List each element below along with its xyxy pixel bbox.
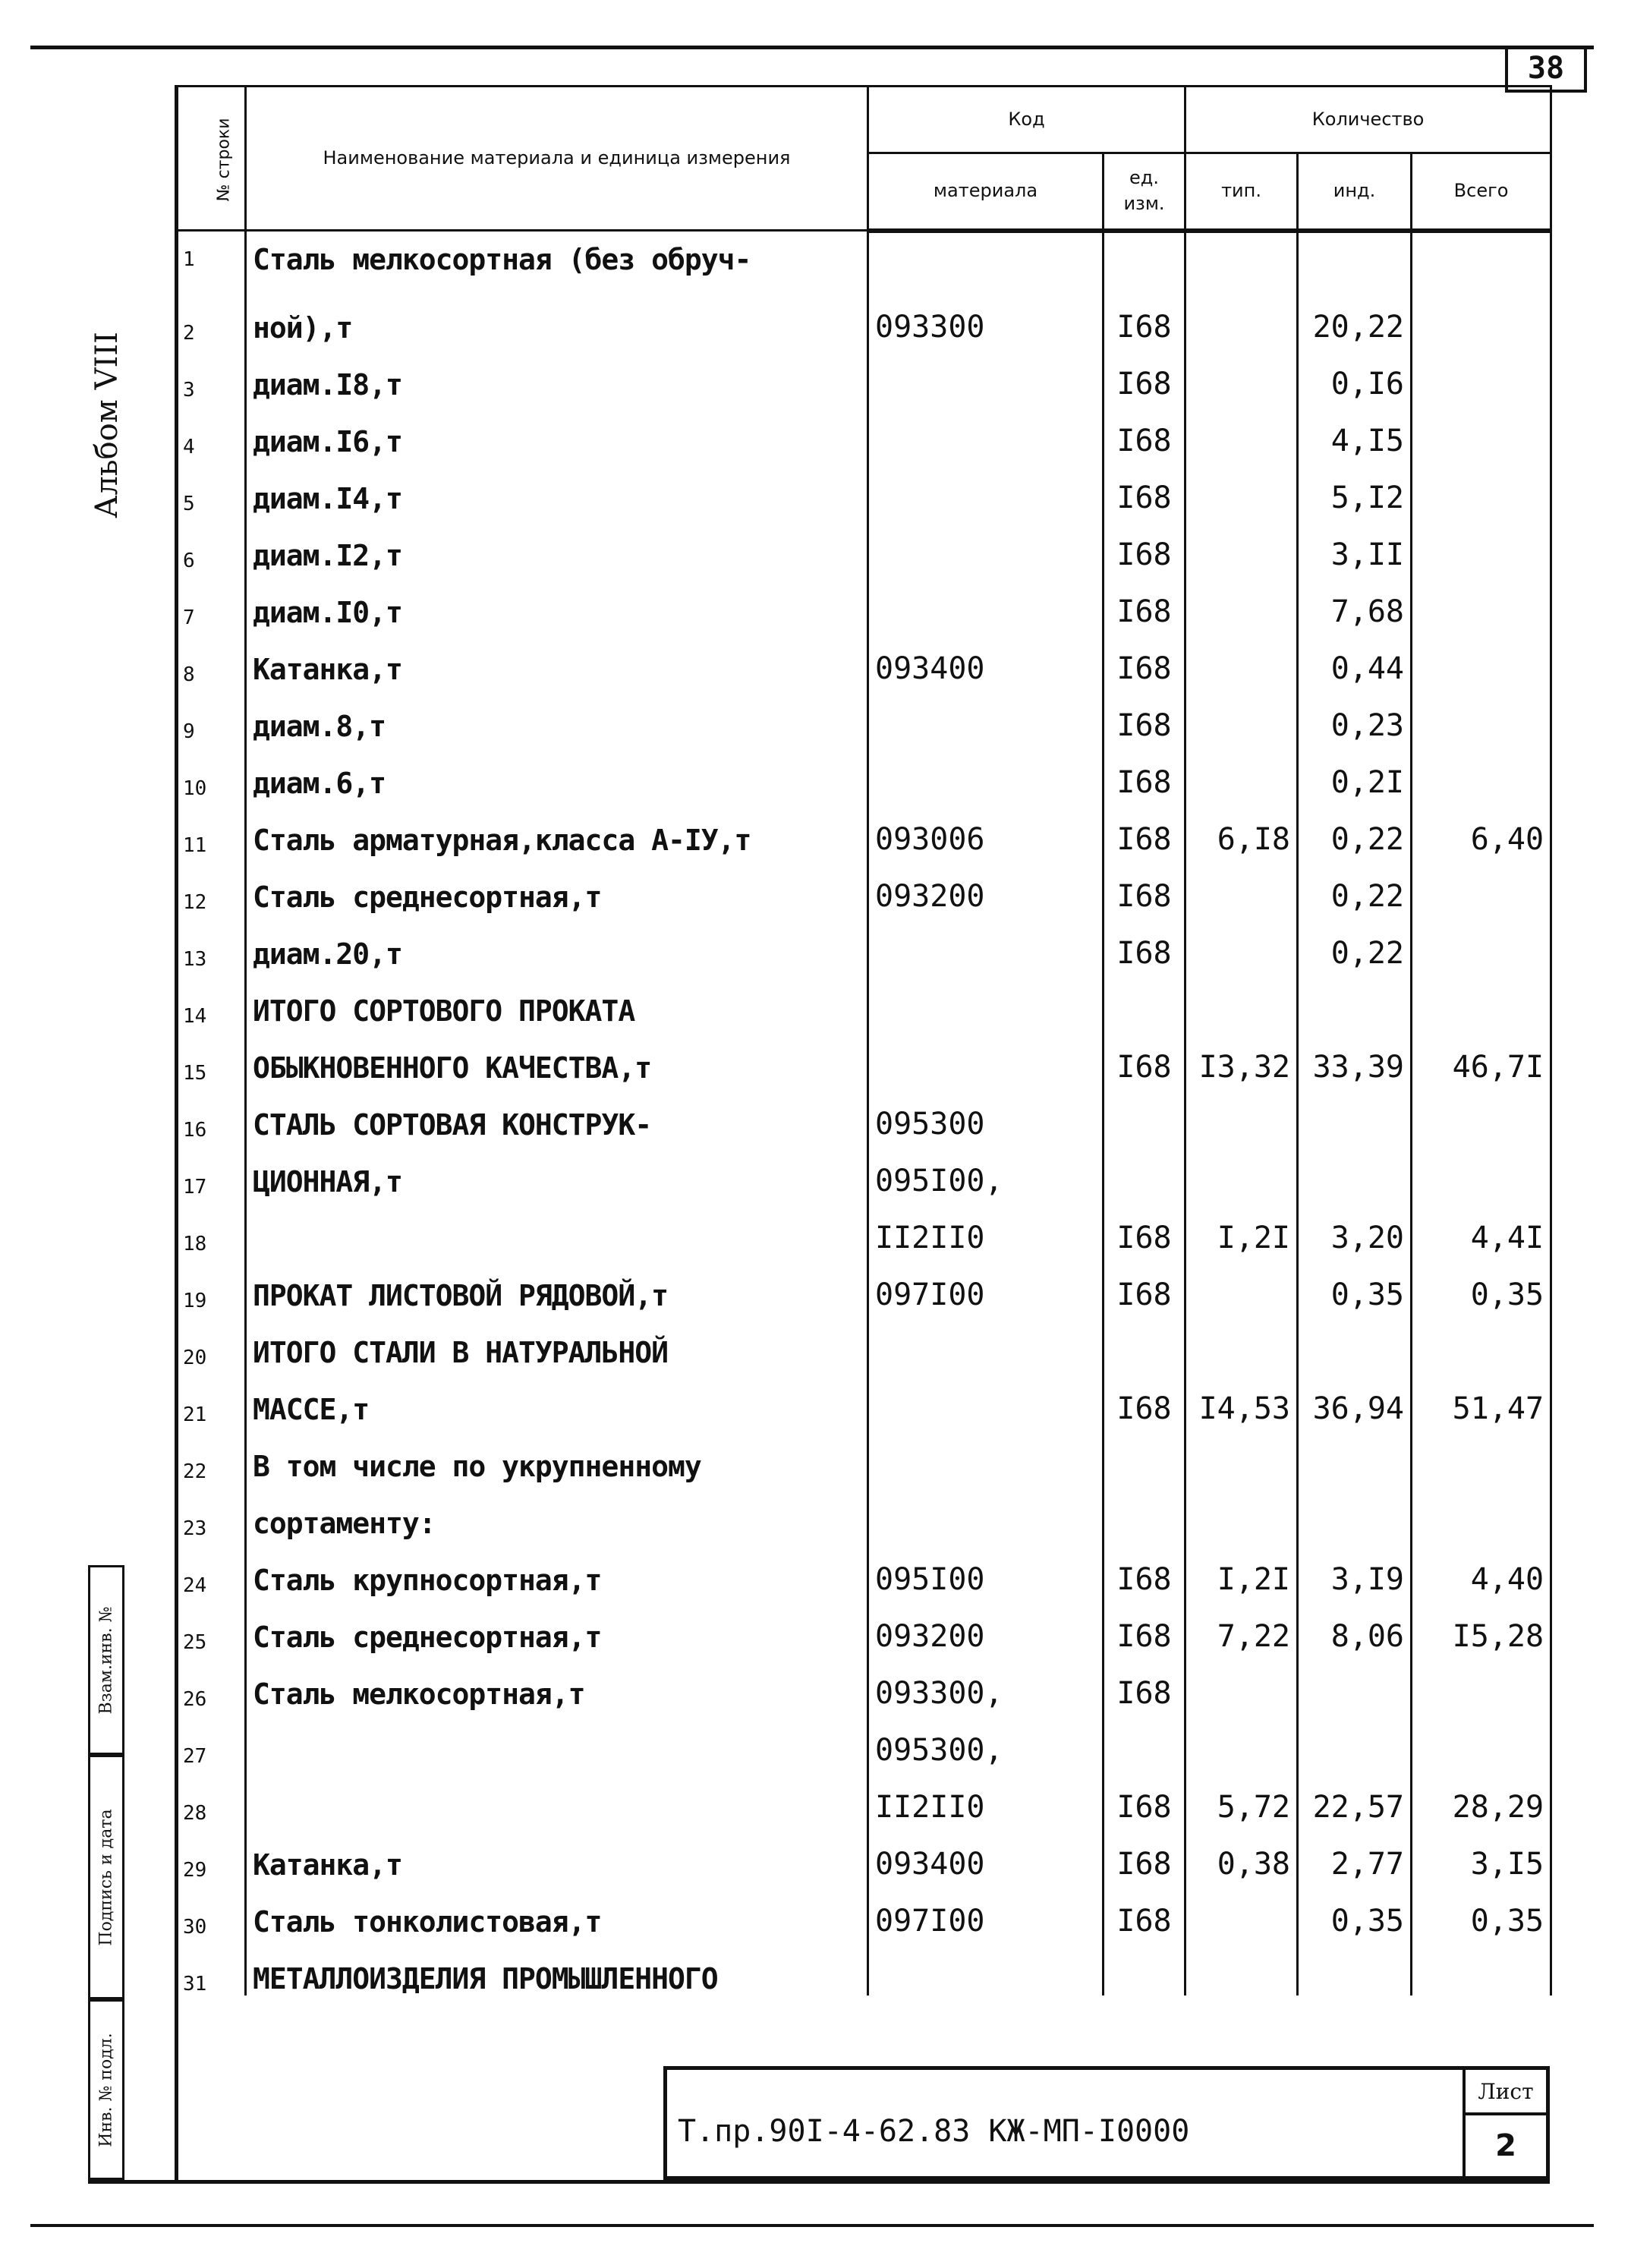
qty-total [1412,1483,1551,1540]
material-name: ИТОГО СТАЛИ В НАТУРАЛЬНОЙ [246,1312,868,1369]
qty-total [1412,1312,1551,1369]
qty-typ [1185,1711,1298,1768]
material-code: 093400 [868,629,1104,686]
qty-typ [1185,857,1298,914]
material-code: 095300, [868,1711,1104,1768]
unit-code: I68 [1104,1825,1185,1882]
qty-total [1412,1654,1551,1711]
qty-typ [1185,1654,1298,1711]
qty-typ [1185,231,1298,288]
qty-total [1412,288,1551,345]
row-number: 5 [176,458,246,515]
row-number: 10 [176,743,246,800]
unit-code: I68 [1104,1369,1185,1426]
table-row [176,1939,1551,1996]
material-name: ной),т [246,288,868,345]
table-row [176,1768,1551,1825]
unit-code: I68 [1104,743,1185,800]
table-row [176,1255,1551,1312]
qty-total [1412,231,1551,288]
qty-total: 6,40 [1412,800,1551,857]
qty-typ: 0,38 [1185,1825,1298,1882]
qty-ind [1298,231,1412,288]
material-code: 093200 [868,1597,1104,1654]
unit-code: I68 [1104,629,1185,686]
unit-code: I68 [1104,857,1185,914]
material-code: 093300, [868,1654,1104,1711]
qty-ind: 22,57 [1298,1768,1412,1825]
document-code: Т.пр.90I-4-62.83 КЖ-МП-I0000 [678,2114,1190,2149]
unit-code: I68 [1104,572,1185,629]
material-code: 095300 [868,1085,1104,1142]
stamp-signature-date [88,1755,124,1999]
table-row [176,572,1551,629]
qty-typ [1185,1312,1298,1369]
table-row [176,402,1551,458]
qty-typ [1185,914,1298,971]
header-material-name: Наименование материала и единица измерения [246,87,868,231]
row-number: 31 [176,1939,246,1996]
unit-code: I68 [1104,288,1185,345]
material-code: 097I00 [868,1255,1104,1312]
row-number: 16 [176,1085,246,1142]
row-number: 23 [176,1483,246,1540]
qty-total [1412,857,1551,914]
title-block [663,2066,1550,2180]
material-name: Сталь среднесортная,т [246,1597,868,1654]
table-row [176,857,1551,914]
unit-code: I68 [1104,1255,1185,1312]
material-code: 097I00 [868,1882,1104,1939]
qty-total [1412,914,1551,971]
material-name: Сталь арматурная,класса А-IУ,т [246,800,868,857]
material-code [868,1028,1104,1085]
material-code [868,743,1104,800]
table-row [176,515,1551,572]
stamp-replace-inv [88,1565,124,1755]
qty-ind [1298,1312,1412,1369]
unit-code [1104,1312,1185,1369]
qty-typ: I3,32 [1185,1028,1298,1085]
qty-typ: 7,22 [1185,1597,1298,1654]
table-row [176,743,1551,800]
material-code [868,402,1104,458]
qty-typ [1185,458,1298,515]
material-name: диам.8,т [246,686,868,743]
unit-code: I68 [1104,1028,1185,1085]
qty-typ [1185,971,1298,1028]
material-name: Катанка,т [246,1825,868,1882]
table-row [176,1028,1551,1085]
unit-code [1104,971,1185,1028]
stamp-replace-inv-text: Взам.инв. № [96,1606,116,1714]
material-name: Катанка,т [246,629,868,686]
unit-code: I68 [1104,686,1185,743]
qty-ind [1298,1142,1412,1199]
table-row [176,971,1551,1028]
qty-ind [1298,1654,1412,1711]
table-row [176,1142,1551,1199]
materials-table [175,85,1552,1996]
top-rule [30,46,1594,49]
unit-code [1104,1939,1185,1996]
row-number: 18 [176,1199,246,1255]
unit-code: I68 [1104,345,1185,402]
stamp-signature-date-text: Подпись и дата [96,1808,116,1946]
material-name: В том числе по укрупненному [246,1426,868,1483]
unit-code: I68 [1104,800,1185,857]
qty-ind [1298,1939,1412,1996]
row-number: 12 [176,857,246,914]
stamp-original-inv [88,1999,124,2180]
form-bottom-rule [88,2180,1550,2184]
material-code [868,1369,1104,1426]
row-number: 3 [176,345,246,402]
material-code: 093200 [868,857,1104,914]
material-code [868,458,1104,515]
qty-ind: 3,I9 [1298,1540,1412,1597]
unit-code: I68 [1104,1882,1185,1939]
table-row [176,1825,1551,1882]
row-number: 26 [176,1654,246,1711]
material-code: 093400 [868,1825,1104,1882]
qty-typ [1185,288,1298,345]
table-row [176,1085,1551,1142]
material-code [868,971,1104,1028]
qty-total: 28,29 [1412,1768,1551,1825]
material-code: 093300 [868,288,1104,345]
unit-code [1104,1426,1185,1483]
row-number: 6 [176,515,246,572]
material-name: диам.20,т [246,914,868,971]
row-number: 2 [176,288,246,345]
qty-total: 4,40 [1412,1540,1551,1597]
material-name [246,1768,868,1825]
qty-ind: 5,I2 [1298,458,1412,515]
qty-ind: 0,2I [1298,743,1412,800]
material-code [868,914,1104,971]
table-row [176,629,1551,686]
table-row [176,231,1551,288]
qty-ind: 3,II [1298,515,1412,572]
row-number: 30 [176,1882,246,1939]
qty-typ [1185,1939,1298,1996]
unit-code: I68 [1104,1597,1185,1654]
qty-total [1412,743,1551,800]
material-name: ИТОГО СОРТОВОГО ПРОКАТА [246,971,868,1028]
qty-total [1412,402,1551,458]
header-qty-ind: инд. [1298,153,1412,231]
table-row [176,1426,1551,1483]
row-number: 13 [176,914,246,971]
table-row [176,1199,1551,1255]
page-number: 38 [1505,47,1587,93]
qty-typ: I4,53 [1185,1369,1298,1426]
material-name: диам.I8,т [246,345,868,402]
table-row [176,458,1551,515]
material-code [868,1426,1104,1483]
material-code [868,1939,1104,1996]
material-code [868,572,1104,629]
qty-typ [1185,515,1298,572]
qty-typ: I,2I [1185,1540,1298,1597]
unit-code [1104,1483,1185,1540]
table-row [176,1369,1551,1426]
qty-ind: 4,I5 [1298,402,1412,458]
table-row [176,800,1551,857]
table-row [176,1882,1551,1939]
qty-total: 3,I5 [1412,1825,1551,1882]
table-row [176,1483,1551,1540]
qty-ind: 0,I6 [1298,345,1412,402]
qty-total [1412,686,1551,743]
qty-ind: 0,35 [1298,1882,1412,1939]
qty-ind: 0,35 [1298,1255,1412,1312]
row-number: 21 [176,1369,246,1426]
material-name: Сталь тонколистовая,т [246,1882,868,1939]
material-code: 095I00, [868,1142,1104,1199]
qty-total: 46,7I [1412,1028,1551,1085]
row-number: 11 [176,800,246,857]
qty-typ: I,2I [1185,1199,1298,1255]
qty-total [1412,458,1551,515]
qty-ind: 36,94 [1298,1369,1412,1426]
row-number: 9 [176,686,246,743]
qty-ind: 3,20 [1298,1199,1412,1255]
qty-ind: 8,06 [1298,1597,1412,1654]
unit-code: I68 [1104,1199,1185,1255]
material-code [868,686,1104,743]
unit-code: I68 [1104,1540,1185,1597]
material-name: Сталь крупносортная,т [246,1540,868,1597]
row-number: 8 [176,629,246,686]
qty-total [1412,572,1551,629]
stamp-original-inv-text: Инв. № подл. [96,2032,116,2147]
unit-code [1104,1711,1185,1768]
row-number: 7 [176,572,246,629]
material-name: ОБЫКНОВЕННОГО КАЧЕСТВА,т [246,1028,868,1085]
material-name: диам.I0,т [246,572,868,629]
material-name [246,1711,868,1768]
table-row [176,345,1551,402]
unit-code [1104,1085,1185,1142]
row-number: 25 [176,1597,246,1654]
material-name: МАССЕ,т [246,1369,868,1426]
row-number: 28 [176,1768,246,1825]
qty-typ [1185,1483,1298,1540]
unit-code [1104,1142,1185,1199]
material-code: II2II0 [868,1199,1104,1255]
qty-typ [1185,1255,1298,1312]
material-code [868,231,1104,288]
qty-typ [1185,572,1298,629]
material-code: II2II0 [868,1768,1104,1825]
album-label: Альбом VIII [90,332,124,518]
table-row [176,1540,1551,1597]
qty-typ [1185,345,1298,402]
row-number: 19 [176,1255,246,1312]
table-row [176,1711,1551,1768]
material-name [246,1199,868,1255]
qty-ind [1298,1711,1412,1768]
qty-total: 51,47 [1412,1369,1551,1426]
table-row [176,1654,1551,1711]
qty-ind: 33,39 [1298,1028,1412,1085]
header-code-material: материала [868,153,1104,231]
table-row [176,1597,1551,1654]
material-name: Сталь среднесортная,т [246,857,868,914]
table-row [176,288,1551,345]
qty-typ [1185,629,1298,686]
qty-typ [1185,402,1298,458]
qty-ind: 0,22 [1298,857,1412,914]
unit-code: I68 [1104,458,1185,515]
unit-code [1104,231,1185,288]
row-number: 20 [176,1312,246,1369]
material-name: диам.I4,т [246,458,868,515]
qty-ind [1298,1085,1412,1142]
material-name: ПРОКАТ ЛИСТОВОЙ РЯДОВОЙ,т [246,1255,868,1312]
qty-total [1412,1426,1551,1483]
qty-total: 4,4I [1412,1199,1551,1255]
qty-typ [1185,1426,1298,1483]
qty-ind [1298,1483,1412,1540]
row-number: 24 [176,1540,246,1597]
unit-code: I68 [1104,1654,1185,1711]
qty-total [1412,629,1551,686]
header-row-no: № строки [176,87,246,231]
qty-ind [1298,1426,1412,1483]
qty-total [1412,971,1551,1028]
material-name: ЦИОННАЯ,т [246,1142,868,1199]
qty-typ [1185,1882,1298,1939]
row-number: 17 [176,1142,246,1199]
material-name: диам.I6,т [246,402,868,458]
qty-total: 0,35 [1412,1255,1551,1312]
qty-typ [1185,1142,1298,1199]
material-code [868,345,1104,402]
header-qty-group: Количество [1185,87,1551,153]
table-body [176,231,1551,1996]
row-number: 1 [176,231,246,288]
sheet-number: 2 [1463,2115,1546,2176]
material-name: диам.I2,т [246,515,868,572]
table-row [176,686,1551,743]
table-row [176,914,1551,971]
qty-ind: 20,22 [1298,288,1412,345]
material-code: 093006 [868,800,1104,857]
material-code [868,1483,1104,1540]
unit-code: I68 [1104,515,1185,572]
row-number: 22 [176,1426,246,1483]
unit-code: I68 [1104,1768,1185,1825]
sheet-label: Лист [1463,2070,1546,2115]
unit-code: I68 [1104,402,1185,458]
qty-typ [1185,1085,1298,1142]
qty-total [1412,1939,1551,1996]
qty-total: I5,28 [1412,1597,1551,1654]
row-number: 14 [176,971,246,1028]
header-code-unit: ед. изм. [1104,153,1185,231]
table-row [176,1312,1551,1369]
header-qty-typ: тип. [1185,153,1298,231]
material-code: 095I00 [868,1540,1104,1597]
material-code [868,515,1104,572]
row-number: 29 [176,1825,246,1882]
qty-ind: 2,77 [1298,1825,1412,1882]
material-name: СТАЛЬ СОРТОВАЯ КОНСТРУК- [246,1085,868,1142]
qty-typ [1185,686,1298,743]
qty-total [1412,515,1551,572]
qty-typ [1185,743,1298,800]
qty-typ: 6,I8 [1185,800,1298,857]
qty-ind: 7,68 [1298,572,1412,629]
page-bottom-rule [30,2224,1594,2227]
row-number: 4 [176,402,246,458]
material-name: МЕТАЛЛОИЗДЕЛИЯ ПРОМЫШЛЕННОГО [246,1939,868,1996]
qty-ind: 0,22 [1298,800,1412,857]
header-code-group: Код [868,87,1185,153]
qty-total [1412,1142,1551,1199]
material-name: Сталь мелкосортная (без обруч- [246,231,868,288]
qty-total [1412,1711,1551,1768]
qty-total [1412,345,1551,402]
row-number: 27 [176,1711,246,1768]
qty-total [1412,1085,1551,1142]
qty-ind: 0,22 [1298,914,1412,971]
qty-ind [1298,971,1412,1028]
unit-code: I68 [1104,914,1185,971]
material-code [868,1312,1104,1369]
qty-typ: 5,72 [1185,1768,1298,1825]
qty-total: 0,35 [1412,1882,1551,1939]
material-name: сортаменту: [246,1483,868,1540]
qty-ind: 0,44 [1298,629,1412,686]
header-qty-total: Всего [1412,153,1551,231]
qty-ind: 0,23 [1298,686,1412,743]
material-name: Сталь мелкосортная,т [246,1654,868,1711]
material-name: диам.6,т [246,743,868,800]
row-number: 15 [176,1028,246,1085]
